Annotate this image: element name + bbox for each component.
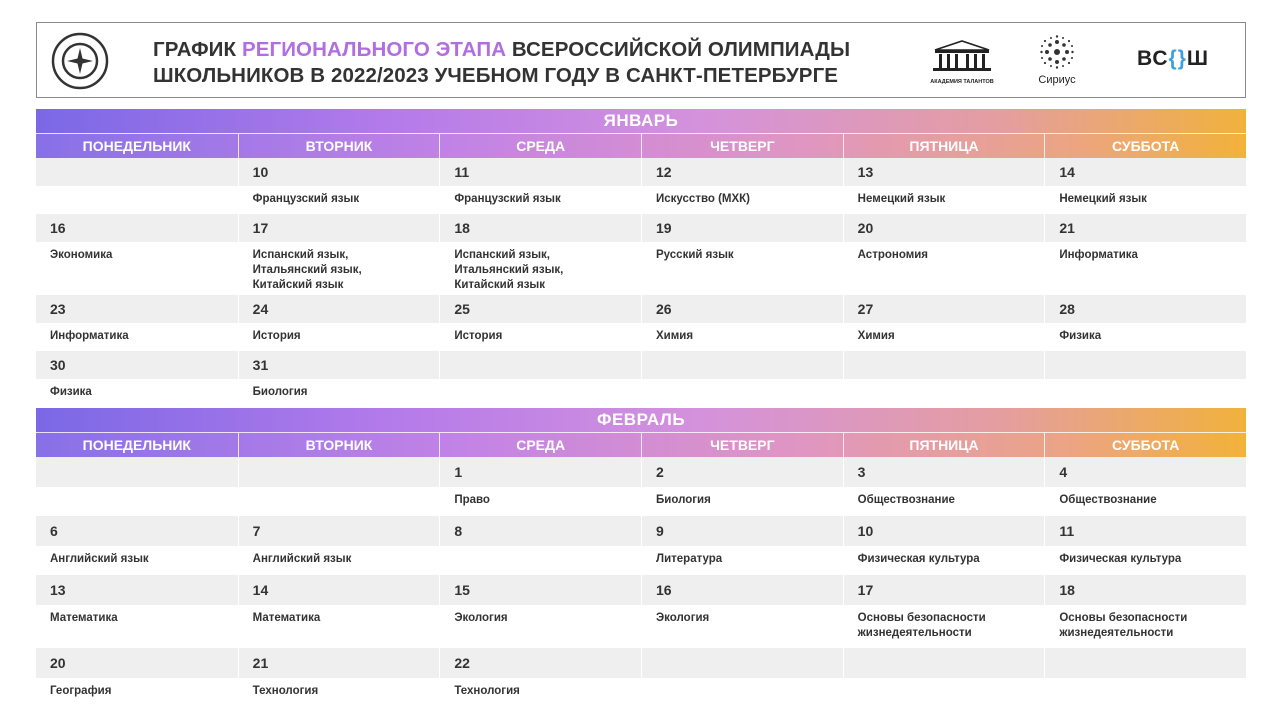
subject-label: Литература bbox=[656, 553, 723, 565]
subject-label: Математика bbox=[252, 612, 321, 624]
subject-label bbox=[440, 379, 641, 406]
subject-label bbox=[844, 379, 1045, 406]
day-cell bbox=[439, 575, 641, 648]
day-cell bbox=[36, 648, 238, 709]
day-cell bbox=[238, 351, 440, 406]
subject-label: Физическая культура bbox=[1059, 553, 1182, 565]
day-number: 28 bbox=[1045, 295, 1246, 323]
month-february bbox=[36, 408, 1246, 709]
day-cell bbox=[439, 648, 641, 709]
subject-label: Обществознание bbox=[1059, 494, 1157, 506]
day-cell bbox=[238, 158, 440, 214]
subject-label: Технология bbox=[454, 685, 520, 697]
weekday-monday: ПОНЕДЕЛЬНИК bbox=[82, 437, 191, 453]
day-cell bbox=[36, 214, 238, 295]
day-number: 11 bbox=[440, 158, 641, 186]
subject-label: Физическая культура bbox=[857, 553, 980, 565]
day-cell bbox=[641, 457, 843, 516]
day-number bbox=[844, 351, 1045, 379]
day-number: 18 bbox=[1045, 575, 1246, 605]
sirius-logo: Сириус bbox=[1027, 35, 1087, 95]
subject-label: Технология bbox=[252, 685, 319, 697]
day-number: 20 bbox=[36, 648, 238, 678]
weekday-header-row bbox=[36, 133, 1246, 158]
week-rows bbox=[36, 457, 1246, 709]
subject-label: Химия bbox=[656, 330, 694, 342]
subject-label: Основы безопасности жизнедеятельности bbox=[857, 612, 986, 639]
weekday-saturday: СУББОТА bbox=[1044, 433, 1246, 457]
day-cell bbox=[36, 457, 238, 516]
page-title: ГРАФИК РЕГИОНАЛЬНОГО ЭТАПА ВСЕРОССИЙСКОЙ ОЛИМПИАДЫ ШКОЛЬНИКОВ В 2022/2023 УЧЕБНОМ ГОДУ В САНКТ-ПЕТЕРБУРГЕ bbox=[153, 38, 851, 87]
sirius-dots-icon bbox=[1039, 35, 1075, 69]
day-cell bbox=[238, 516, 440, 575]
week-row bbox=[36, 457, 1246, 516]
subject-label bbox=[440, 546, 641, 575]
day-number bbox=[844, 648, 1045, 678]
day-number bbox=[642, 648, 843, 678]
day-number: 24 bbox=[239, 295, 440, 323]
page-header bbox=[36, 22, 1246, 98]
subject-label bbox=[239, 487, 440, 516]
day-cell bbox=[439, 351, 641, 406]
day-cell bbox=[439, 214, 641, 295]
day-cell bbox=[843, 457, 1045, 516]
day-number: 8 bbox=[440, 516, 641, 546]
subject-label bbox=[1045, 678, 1246, 709]
day-number bbox=[642, 351, 843, 379]
day-cell bbox=[36, 295, 238, 351]
vsosh-logo: ВС{}Ш bbox=[1137, 47, 1209, 70]
day-cell bbox=[843, 295, 1045, 351]
weekday-header-row bbox=[36, 432, 1246, 457]
day-number: 23 bbox=[36, 295, 238, 323]
day-number bbox=[440, 351, 641, 379]
day-number bbox=[239, 457, 440, 487]
day-cell bbox=[843, 575, 1045, 648]
day-number: 19 bbox=[642, 214, 843, 242]
subject-label: Немецкий язык bbox=[857, 193, 946, 205]
subject-label: Немецкий язык bbox=[1059, 193, 1147, 205]
subject-label: Экономика bbox=[50, 249, 113, 261]
day-number: 22 bbox=[440, 648, 641, 678]
day-cell bbox=[36, 351, 238, 406]
weekday-tuesday: ВТОРНИК bbox=[238, 433, 440, 457]
day-number bbox=[36, 158, 238, 186]
day-cell bbox=[439, 295, 641, 351]
day-number: 7 bbox=[239, 516, 440, 546]
day-number: 31 bbox=[239, 351, 440, 379]
day-cell bbox=[36, 516, 238, 575]
day-number: 21 bbox=[1045, 214, 1246, 242]
subject-label: Английский язык bbox=[252, 553, 352, 565]
day-number: 2 bbox=[642, 457, 843, 487]
subject-label: Биология bbox=[252, 386, 308, 398]
day-cell bbox=[1044, 457, 1246, 516]
day-number: 12 bbox=[642, 158, 843, 186]
day-number: 13 bbox=[36, 575, 238, 605]
week-row bbox=[36, 648, 1246, 709]
month-title: ФЕВРАЛЬ bbox=[36, 408, 1246, 432]
day-number: 16 bbox=[36, 214, 238, 242]
day-number: 6 bbox=[36, 516, 238, 546]
day-cell bbox=[843, 648, 1045, 709]
day-cell bbox=[439, 457, 641, 516]
day-cell bbox=[1044, 575, 1246, 648]
weekday-friday: ПЯТНИЦА bbox=[843, 134, 1045, 158]
subject-label: Русский язык bbox=[656, 249, 734, 261]
day-number: 4 bbox=[1045, 457, 1246, 487]
day-number: 20 bbox=[844, 214, 1045, 242]
subject-label: Химия bbox=[857, 330, 895, 342]
subject-label: Обществознание bbox=[857, 494, 955, 506]
month-january bbox=[36, 109, 1246, 406]
day-cell bbox=[1044, 351, 1246, 406]
subject-label: Экология bbox=[454, 612, 508, 624]
week-row bbox=[36, 158, 1246, 214]
week-rows bbox=[36, 158, 1246, 406]
day-cell bbox=[641, 351, 843, 406]
subject-label: Право bbox=[454, 494, 490, 506]
day-number: 17 bbox=[844, 575, 1045, 605]
subject-label: История bbox=[454, 330, 503, 342]
day-cell bbox=[439, 158, 641, 214]
subject-label bbox=[1045, 379, 1246, 406]
day-cell bbox=[641, 516, 843, 575]
day-number: 1 bbox=[440, 457, 641, 487]
day-number: 3 bbox=[844, 457, 1045, 487]
day-cell bbox=[641, 158, 843, 214]
week-row bbox=[36, 351, 1246, 406]
day-cell bbox=[641, 214, 843, 295]
day-cell bbox=[1044, 648, 1246, 709]
weekday-wednesday: СРЕДА bbox=[439, 433, 641, 457]
day-cell bbox=[843, 351, 1045, 406]
day-number: 11 bbox=[1045, 516, 1246, 546]
subject-label: Физика bbox=[1059, 330, 1102, 342]
day-cell bbox=[843, 158, 1045, 214]
day-cell bbox=[1044, 516, 1246, 575]
weekday-tuesday: ВТОРНИК bbox=[238, 134, 440, 158]
day-number: 26 bbox=[642, 295, 843, 323]
day-cell bbox=[238, 457, 440, 516]
subject-label: Испанский язык, Итальянский язык, Китайский язык bbox=[252, 249, 362, 291]
day-number: 15 bbox=[440, 575, 641, 605]
subject-label bbox=[36, 487, 238, 516]
subject-label bbox=[642, 678, 843, 709]
day-number: 18 bbox=[440, 214, 641, 242]
subject-label: История bbox=[252, 330, 301, 342]
building-icon bbox=[929, 39, 995, 73]
subject-label: Астрономия bbox=[857, 249, 928, 261]
subject-label: Английский язык bbox=[50, 553, 149, 565]
day-number: 27 bbox=[844, 295, 1045, 323]
day-number: 17 bbox=[239, 214, 440, 242]
day-cell bbox=[238, 214, 440, 295]
weekday-monday: ПОНЕДЕЛЬНИК bbox=[82, 138, 191, 154]
day-number: 10 bbox=[239, 158, 440, 186]
subject-label: Физика bbox=[50, 386, 92, 398]
day-cell bbox=[1044, 158, 1246, 214]
day-number: 25 bbox=[440, 295, 641, 323]
day-cell bbox=[641, 648, 843, 709]
subject-label: Экология bbox=[656, 612, 710, 624]
day-cell bbox=[641, 575, 843, 648]
weekday-wednesday: СРЕДА bbox=[439, 134, 641, 158]
day-number bbox=[1045, 351, 1246, 379]
subject-label: Информатика bbox=[1059, 249, 1138, 261]
weekday-thursday: ЧЕТВЕРГ bbox=[641, 433, 843, 457]
day-number: 13 bbox=[844, 158, 1045, 186]
subject-label bbox=[642, 379, 843, 406]
day-cell bbox=[238, 575, 440, 648]
day-cell bbox=[843, 516, 1045, 575]
day-cell bbox=[641, 295, 843, 351]
day-number: 21 bbox=[239, 648, 440, 678]
day-number: 9 bbox=[642, 516, 843, 546]
day-cell bbox=[238, 295, 440, 351]
day-cell bbox=[843, 214, 1045, 295]
month-title: ЯНВАРЬ bbox=[36, 109, 1246, 133]
olympiad-compass-logo-icon bbox=[51, 32, 109, 90]
day-cell bbox=[238, 648, 440, 709]
subject-label: География bbox=[50, 685, 112, 697]
day-cell bbox=[1044, 214, 1246, 295]
week-row bbox=[36, 295, 1246, 351]
weekday-thursday: ЧЕТВЕРГ bbox=[641, 134, 843, 158]
subject-label: Математика bbox=[50, 612, 118, 624]
subject-label bbox=[36, 186, 238, 214]
day-number: 10 bbox=[844, 516, 1045, 546]
day-number: 14 bbox=[1045, 158, 1246, 186]
day-cell bbox=[36, 158, 238, 214]
weekday-friday: ПЯТНИЦА bbox=[843, 433, 1045, 457]
day-cell bbox=[1044, 295, 1246, 351]
day-number bbox=[36, 457, 238, 487]
day-cell bbox=[439, 516, 641, 575]
subject-label bbox=[844, 678, 1045, 709]
day-number: 30 bbox=[36, 351, 238, 379]
subject-label: Искусство (МХК) bbox=[656, 193, 751, 205]
week-row bbox=[36, 214, 1246, 295]
day-number bbox=[1045, 648, 1246, 678]
subject-label: Испанский язык, Итальянский язык, Китайский язык bbox=[454, 249, 564, 291]
day-number: 14 bbox=[239, 575, 440, 605]
subject-label: Французский язык bbox=[252, 193, 360, 205]
subject-label: Биология bbox=[656, 494, 711, 506]
academy-logo: АКАДЕМИЯ ТАЛАНТОВ bbox=[927, 39, 997, 89]
subject-label: Французский язык bbox=[454, 193, 561, 205]
day-cell bbox=[36, 575, 238, 648]
week-row bbox=[36, 575, 1246, 648]
day-number: 16 bbox=[642, 575, 843, 605]
subject-label: Основы безопасности жизнедеятельности bbox=[1059, 612, 1188, 639]
week-row bbox=[36, 516, 1246, 575]
subject-label: Информатика bbox=[50, 330, 129, 342]
weekday-saturday: СУББОТА bbox=[1044, 134, 1246, 158]
